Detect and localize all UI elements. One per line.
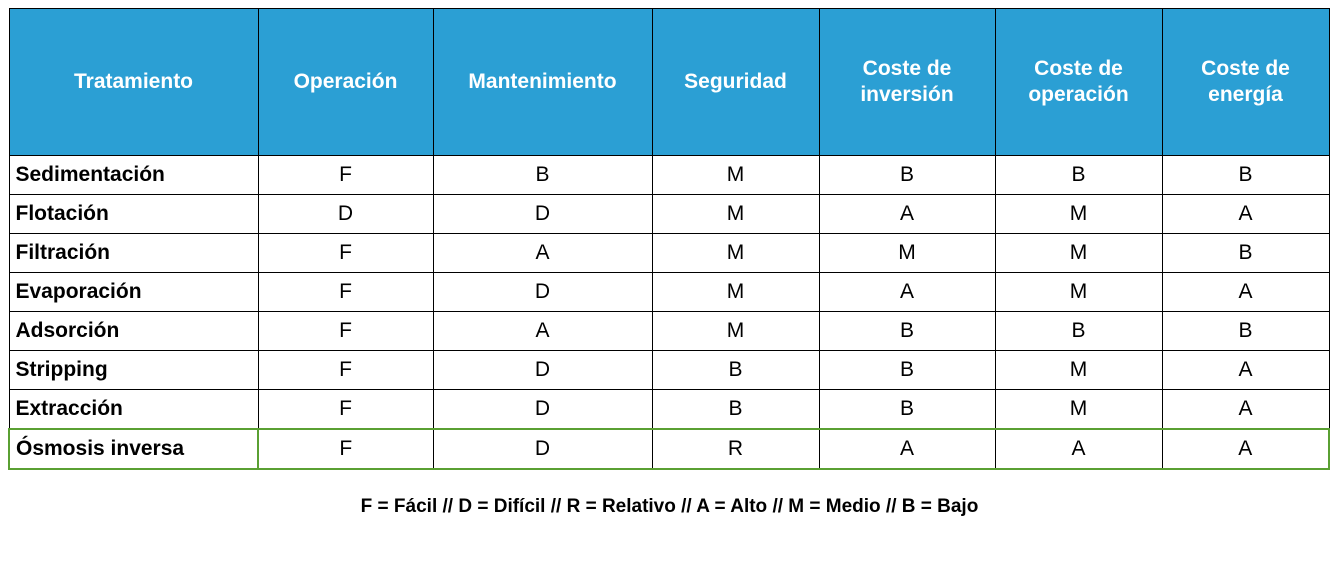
cell-coste-inversion: B	[819, 312, 995, 351]
cell-coste-inversion: B	[819, 390, 995, 430]
column-header-seguridad: Seguridad	[652, 9, 819, 156]
cell-seguridad: M	[652, 312, 819, 351]
cell-seguridad: R	[652, 429, 819, 469]
cell-coste-energia: B	[1162, 312, 1329, 351]
cell-coste-energia: A	[1162, 351, 1329, 390]
cell-coste-energia: A	[1162, 273, 1329, 312]
table-row	[9, 312, 1329, 351]
column-header-operacion: Operación	[258, 9, 433, 156]
cell-mantenimiento: D	[433, 390, 652, 430]
cell-seguridad: M	[652, 273, 819, 312]
cell-coste-energia: A	[1162, 195, 1329, 234]
cell-coste-inversion: A	[819, 273, 995, 312]
row-label: Adsorción	[9, 312, 258, 351]
cell-coste-energia: A	[1162, 429, 1329, 469]
cell-coste-operacion: M	[995, 234, 1162, 273]
cell-coste-energia: A	[1162, 390, 1329, 430]
row-label: Filtración	[9, 234, 258, 273]
cell-coste-operacion: M	[995, 195, 1162, 234]
table-row	[9, 273, 1329, 312]
row-label: Sedimentación	[9, 156, 258, 195]
cell-seguridad: M	[652, 195, 819, 234]
cell-coste-operacion: M	[995, 390, 1162, 430]
cell-mantenimiento: D	[433, 351, 652, 390]
cell-operacion: F	[258, 351, 433, 390]
table-row-highlighted	[9, 429, 1329, 469]
column-header-coste-operacion: Coste de operación	[995, 9, 1162, 156]
cell-seguridad: B	[652, 351, 819, 390]
cell-coste-operacion: B	[995, 312, 1162, 351]
cell-coste-energia: B	[1162, 234, 1329, 273]
cell-coste-inversion: B	[819, 156, 995, 195]
row-label: Flotación	[9, 195, 258, 234]
column-header-coste-inversion: Coste de inversión	[819, 9, 995, 156]
cell-mantenimiento: D	[433, 195, 652, 234]
cell-coste-energia: B	[1162, 156, 1329, 195]
table-row	[9, 195, 1329, 234]
table-row	[9, 351, 1329, 390]
cell-mantenimiento: A	[433, 234, 652, 273]
table-page	[0, 8, 1339, 565]
cell-mantenimiento: D	[433, 429, 652, 469]
cell-operacion: F	[258, 273, 433, 312]
column-header-tratamiento: Tratamiento	[9, 9, 258, 156]
cell-coste-operacion: B	[995, 156, 1162, 195]
row-label: Ósmosis inversa	[9, 429, 258, 469]
column-header-mantenimiento: Mantenimiento	[433, 9, 652, 156]
cell-operacion: F	[258, 234, 433, 273]
cell-operacion: F	[258, 429, 433, 469]
column-header-coste-energia: Coste de energía	[1162, 9, 1329, 156]
row-label: Stripping	[9, 351, 258, 390]
cell-coste-inversion: A	[819, 195, 995, 234]
row-label: Extracción	[9, 390, 258, 430]
table-body	[9, 156, 1329, 470]
table-row	[9, 390, 1329, 430]
cell-coste-inversion: A	[819, 429, 995, 469]
cell-coste-operacion: A	[995, 429, 1162, 469]
cell-seguridad: M	[652, 234, 819, 273]
legend-text: F = Fácil // D = Difícil // R = Relativo // A = Alto // M = Medio // B = Bajo	[360, 496, 979, 517]
table-row	[9, 156, 1329, 195]
table-header	[9, 9, 1329, 156]
cell-coste-inversion: B	[819, 351, 995, 390]
cell-mantenimiento: B	[433, 156, 652, 195]
header-row	[9, 9, 1329, 156]
cell-mantenimiento: D	[433, 273, 652, 312]
row-label: Evaporación	[9, 273, 258, 312]
cell-coste-operacion: M	[995, 351, 1162, 390]
cell-operacion: F	[258, 156, 433, 195]
table-row	[9, 234, 1329, 273]
cell-operacion: F	[258, 390, 433, 430]
treatment-comparison-table	[8, 8, 1330, 470]
cell-coste-inversion: M	[819, 234, 995, 273]
cell-mantenimiento: A	[433, 312, 652, 351]
cell-coste-operacion: M	[995, 273, 1162, 312]
cell-seguridad: M	[652, 156, 819, 195]
cell-seguridad: B	[652, 390, 819, 430]
cell-operacion: D	[258, 195, 433, 234]
cell-operacion: F	[258, 312, 433, 351]
